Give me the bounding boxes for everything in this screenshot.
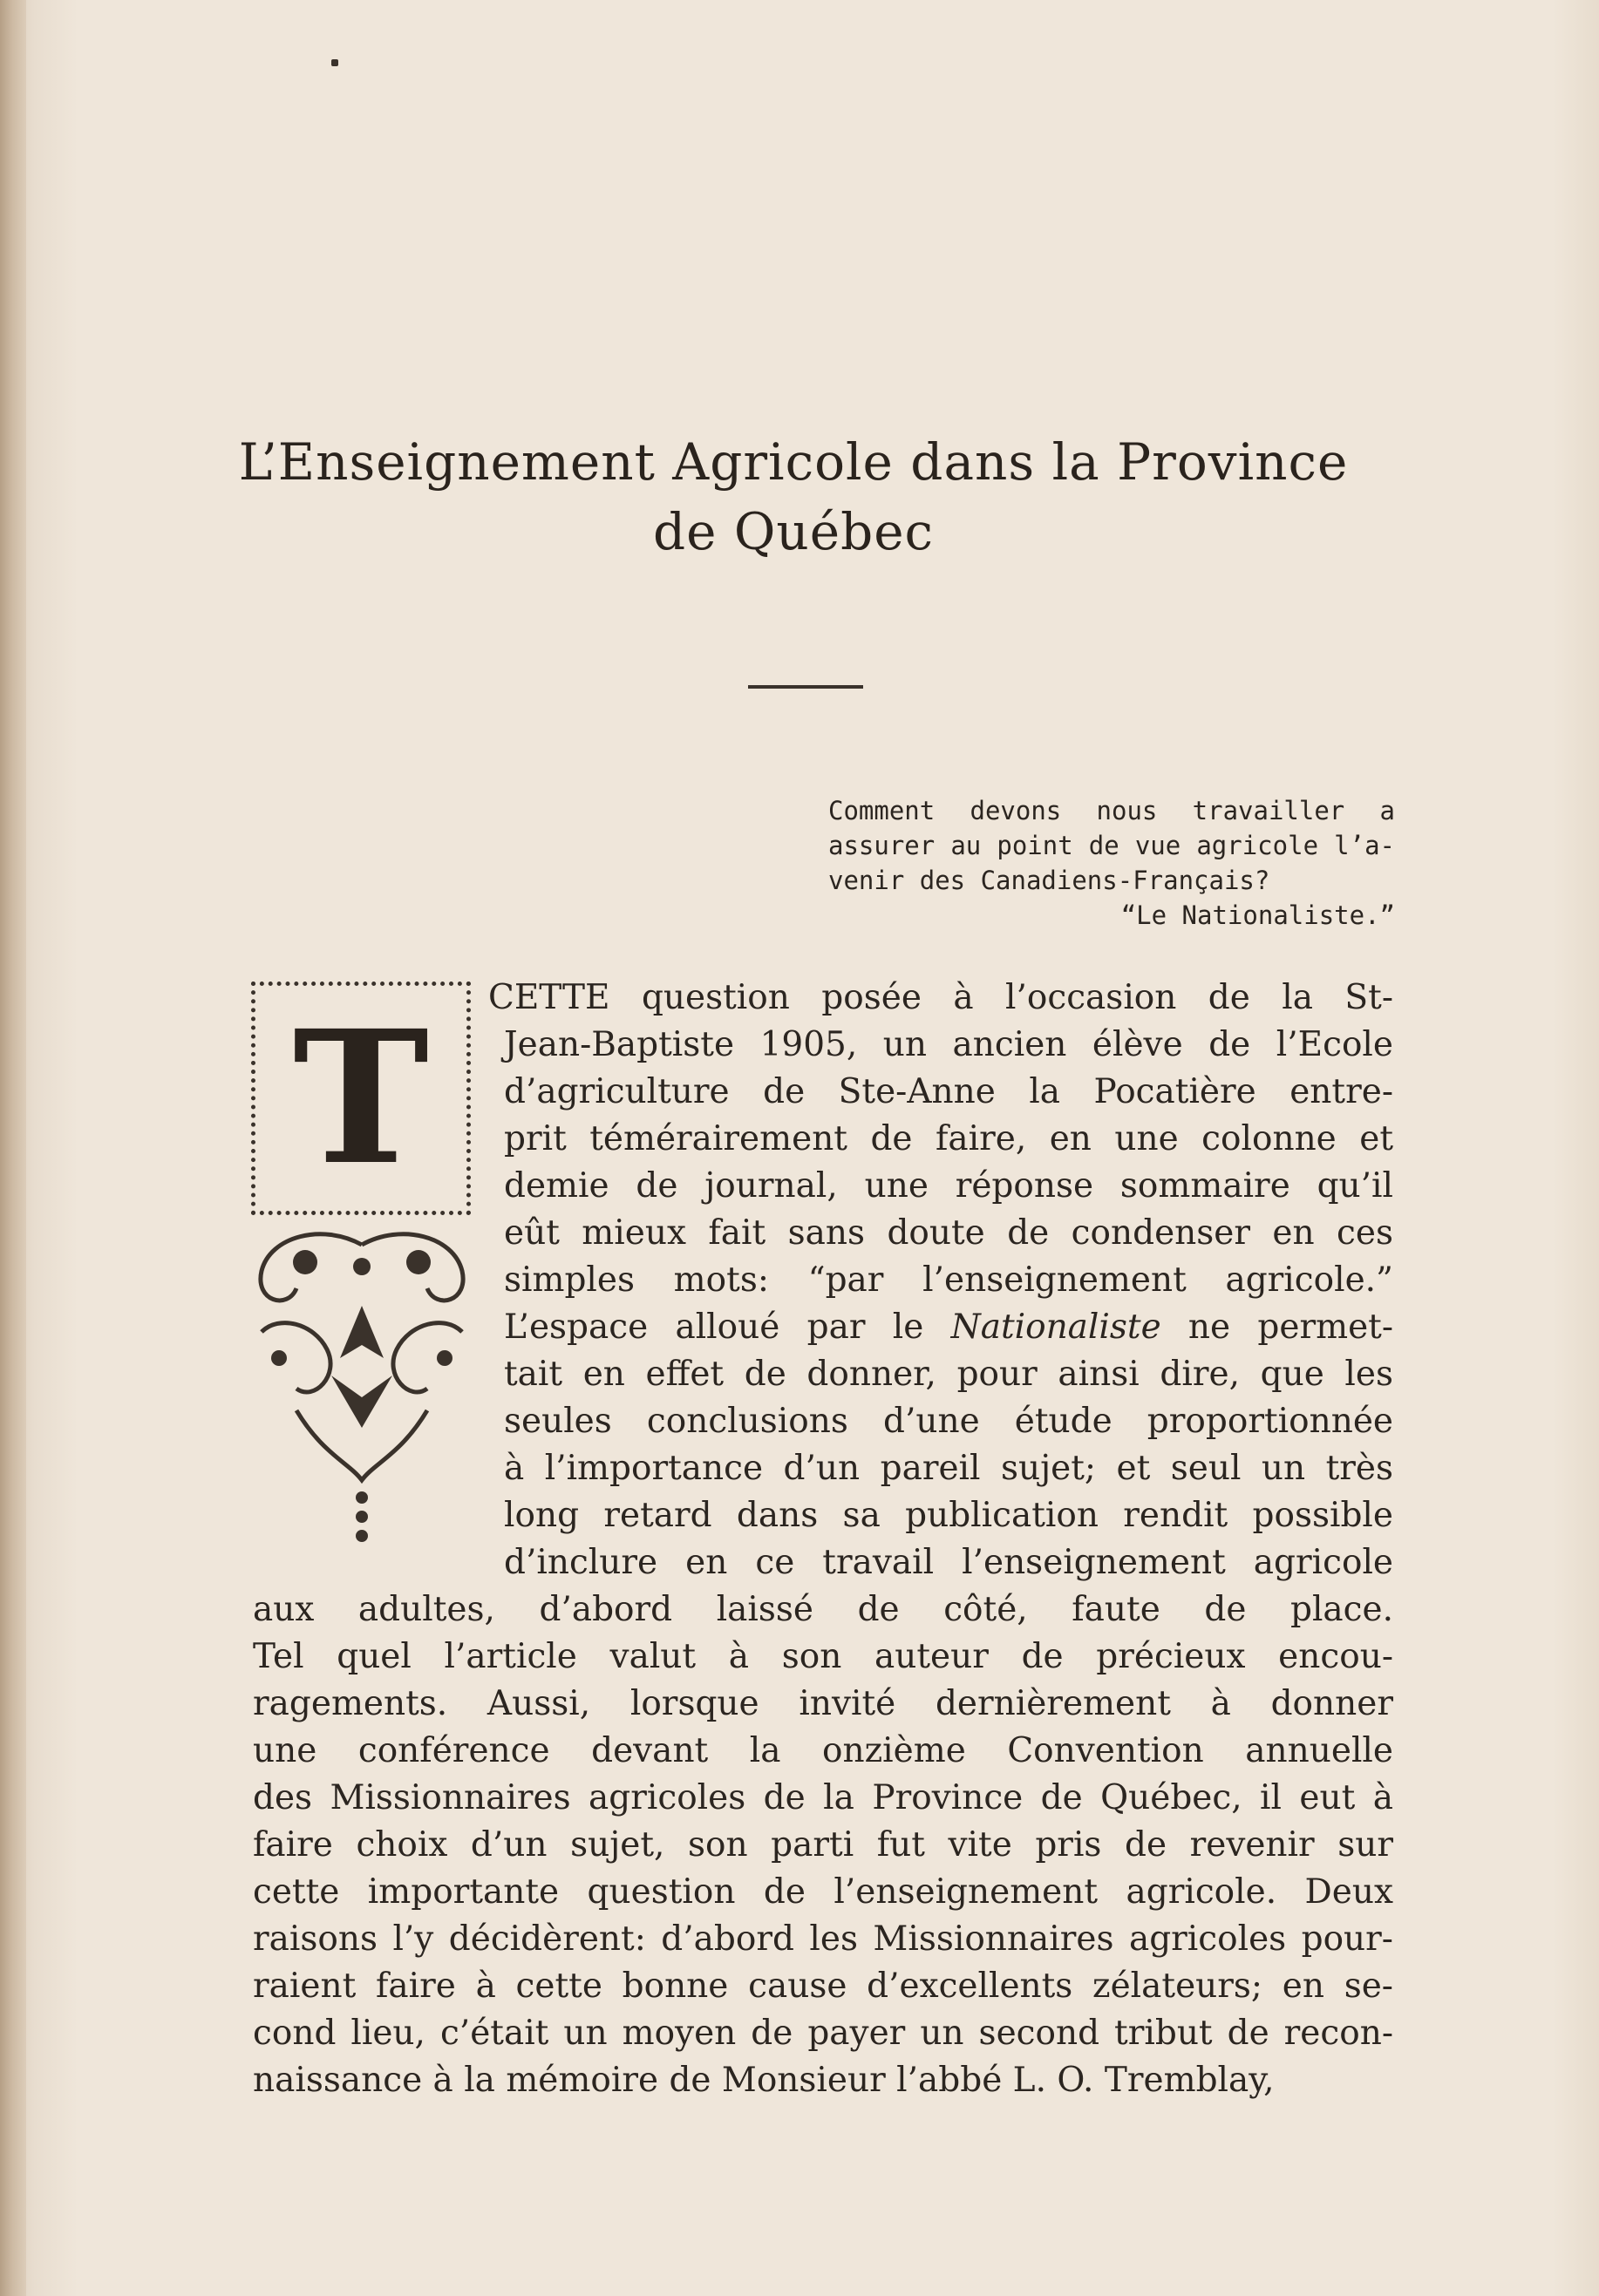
title-line-1: L’Enseignement Agricole dans la Province — [238, 432, 1349, 492]
title-separator-rule — [748, 685, 863, 689]
page-title — [227, 427, 1360, 567]
body-line: simples mots: “par l’enseignement agricole.” — [504, 1260, 1393, 1300]
body-line: d’inclure en ce travail l’enseignement agricole — [504, 1543, 1393, 1582]
body-line: eût mieux fait sans doute de condenser en ces — [504, 1213, 1393, 1253]
body-line: CETTE question posée à l’occasion de la St- — [488, 978, 1393, 1017]
epigraph-line: Comment devons nous travailler a — [828, 796, 1395, 825]
body-line: seules conclusions d’une étude proportionnée — [504, 1402, 1393, 1441]
body-line: Jean-Baptiste 1905, un ancien élève de l’Ecole — [504, 1025, 1393, 1064]
body-line: prit témérairement de faire, en une colonne et — [504, 1119, 1393, 1158]
title-line-2: de Québec — [652, 502, 935, 561]
italic-publication-name: Nationaliste — [950, 1308, 1161, 1347]
body-line: long retard dans sa publication rendit possible — [504, 1496, 1393, 1535]
body-line: cette importante question de l’enseignement agricole. Deux — [253, 1872, 1393, 1912]
body-line: des Missionnaires agricoles de la Province de Québec, il eut à — [253, 1778, 1393, 1817]
body-line: Tel quel l’article valut à son auteur de précieux encou- — [253, 1637, 1393, 1676]
book-binding-edge — [0, 0, 26, 2296]
body-line: ragements. Aussi, lorsque invité dernièrement à donner — [253, 1684, 1393, 1723]
body-line: demie de journal, une réponse sommaire qu’il — [504, 1166, 1393, 1206]
body-line: faire choix d’un sujet, son parti fut vite pris de revenir sur — [253, 1825, 1393, 1865]
body-text — [253, 975, 1393, 2104]
epigraph-source: “Le Nationaliste.” — [1120, 900, 1395, 930]
body-line: cond lieu, c’était un moyen de payer un second tribut de recon- — [253, 2014, 1393, 2053]
body-line: tait en effet de donner, pour ainsi dire, que les — [504, 1355, 1393, 1394]
body-line: aux adultes, d’abord laissé de côté, faute de place. — [253, 1590, 1393, 1629]
body-line: raisons l’y décidèrent: d’abord les Missionnaires agricoles pour- — [253, 1919, 1393, 1959]
ink-mark — [331, 59, 338, 66]
drop-cap-letter: T — [292, 990, 430, 1206]
body-line: naissance à la mémoire de Monsieur l’abbé L. O. Tremblay, — [253, 2061, 1275, 2100]
body-line: d’agriculture de Ste-Anne la Pocatière entre- — [504, 1072, 1393, 1111]
epigraph-line: assurer au point de vue agricole l’a- — [828, 831, 1395, 860]
body-line: à l’importance d’un pareil sujet; et seul un très — [504, 1449, 1393, 1488]
epigraph — [828, 793, 1395, 933]
body-line: raient faire à cette bonne cause d’excellents zélateurs; en se- — [253, 1967, 1393, 2006]
body-line: L’espace alloué par le Nationaliste ne permet- — [504, 1308, 1393, 1347]
epigraph-line: venir des Canadiens-Français? — [828, 866, 1270, 895]
body-line: une conférence devant la onzième Convention annuelle — [253, 1731, 1393, 1770]
